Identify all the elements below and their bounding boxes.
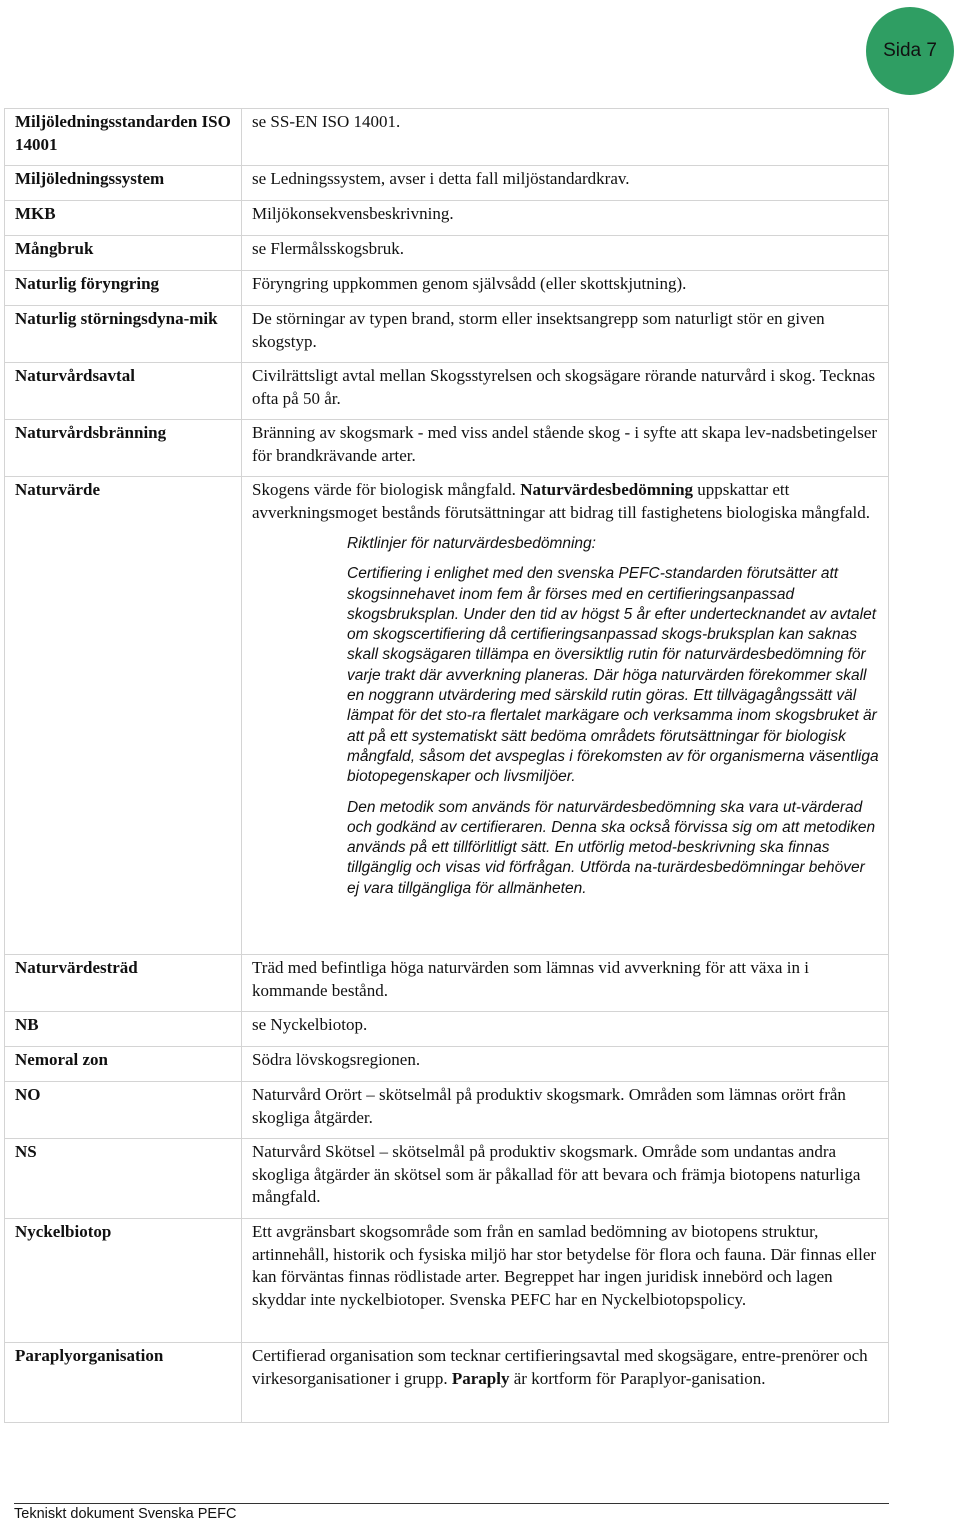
glossary-term: Mångbruk [5, 236, 242, 271]
quote-paragraph: Den metodik som används för naturvärdesbedömning ska vara ut-värderad och godkänd av certifieraren. Denna ska också förvissa sig om att metodiken används på ett tillförlitligt sätt. En utförlig metod-beskrivning ska finnas tillgänglig och visas vid förfrågan. Utförda na-turärdesbedömningar behöver ej vara tillgängliga för allmänheten. [347, 798, 876, 897]
definition-text: uppskattar ett avverkningsmoget bestånds förutsättningar att bidrag till fastighetens biologiska mångfald. [252, 480, 871, 522]
footer-divider [14, 1503, 889, 1504]
glossary-term: Naturlig störningsdyna-mik [5, 306, 242, 363]
glossary-definition: Civilrättsligt avtal mellan Skogsstyrelsen och skogsägare rörande naturvård i skog. Tecknas ofta på 50 år. [242, 363, 889, 420]
glossary-definition: De störningar av typen brand, storm eller insektsangrepp som naturligt stör en given skogstyp. [242, 306, 889, 363]
glossary-definition [242, 477, 889, 955]
glossary-term: Miljöledningsstandarden ISO 14001 [5, 109, 242, 166]
glossary-term: Nyckelbiotop [5, 1219, 242, 1343]
definition-bold-term: Paraply [451, 1368, 510, 1388]
glossary-definition: Ett avgränsbart skogsområde som från en samlad bedömning av biotopens struktur, artinnehåll, historik och fysiska miljö har stor betydelse för flora och fauna. Där finnas eller kan förväntas finnas rödlistade arter. Begreppet har ingen juridisk innebörd och lagen skyddar inte nyckelbiotoper. Svenska PEFC har en Nyckelbiotopspolicy. [242, 1219, 889, 1343]
glossary-term: Naturvårdsbränning [5, 420, 242, 477]
glossary-definition: se Nyckelbiotop. [242, 1012, 889, 1047]
glossary-row [5, 363, 889, 420]
definition-text: Certifierad organisation som tecknar certifieringsavtal med skogsägare, entre-prenörer och virkesorganisationer i grupp. [252, 1346, 868, 1388]
glossary-row [5, 1139, 889, 1219]
glossary-definition: se SS-EN ISO 14001. [242, 109, 889, 166]
glossary-row [5, 1047, 889, 1082]
glossary-definition: Naturvård Orört – skötselmål på produktiv skogsmark. Områden som lämnas orört från skogliga åtgärder. [242, 1082, 889, 1139]
glossary-row [5, 201, 889, 236]
glossary-definition: se Ledningssystem, avser i detta fall miljöstandardkrav. [242, 166, 889, 201]
glossary-definition: Miljökonsekvensbeskrivning. [242, 201, 889, 236]
definition-text: Skogens värde för biologisk mångfald. [252, 480, 516, 499]
glossary-term: MKB [5, 201, 242, 236]
definition-bold-term: Naturvärdesbedömning [520, 480, 694, 499]
page-number-badge: Sida 7 [866, 7, 954, 95]
glossary-row [5, 109, 889, 166]
glossary-definition [242, 1343, 889, 1423]
glossary-term: Miljöledningssystem [5, 166, 242, 201]
definition-text: är kortform för Paraplyor-ganisation. [513, 1368, 766, 1388]
quote-title: Riktlinjer för naturvärdesbedömning: [347, 535, 596, 552]
glossary-row [5, 1012, 889, 1047]
glossary-definition: Bränning av skogsmark - med viss andel stående skog - i syfte att skapa lev-nadsbetingelser för brandkrävande arter. [242, 420, 889, 477]
glossary-definition: se Flermålsskogsbruk. [242, 236, 889, 271]
glossary-row [5, 420, 889, 477]
glossary-term: NS [5, 1139, 242, 1219]
glossary-term: Naturvärde [5, 477, 242, 955]
glossary-term: NB [5, 1012, 242, 1047]
glossary-definition: Naturvård Skötsel – skötselmål på produktiv skogsmark. Område som undantas andra skogliga åtgärder än skötsel som är påkallad för att bevara och främja biotopens naturliga mångfald. [242, 1139, 889, 1219]
footer-document-title: Tekniskt dokument Svenska PEFC [14, 1506, 237, 1522]
glossary-row [5, 1082, 889, 1139]
glossary-definition: Träd med befintliga höga naturvärden som lämnas vid avverkning för att växa in i kommande bestånd. [242, 955, 889, 1012]
glossary-term: NO [5, 1082, 242, 1139]
glossary-row [5, 1219, 889, 1343]
glossary-row [5, 166, 889, 201]
glossary-row [5, 236, 889, 271]
glossary-row [5, 955, 889, 1012]
glossary-term: Naturlig föryngring [5, 271, 242, 306]
glossary-row [5, 271, 889, 306]
glossary-term: Naturvärdesträd [5, 955, 242, 1012]
glossary-table [4, 108, 889, 1423]
glossary-term: Naturvårdsavtal [5, 363, 242, 420]
glossary-row [5, 1343, 889, 1423]
quote-paragraph: Certifiering i enlighet med den svenska PEFC-standarden förutsätter att skogsinnehavet inom fem år förses med en certifieringsanpassad skogsbruksplan. Under den tid av högst 5 år efter undertecknandet av avtalet om skogscertifiering då certifieringsanpassad skogs-bruksplan kan saknas skall skogsägaren tillämpa en översiktlig rutin för naturvärdesbedömning för varje trakt där avverkning planeras. Där höga naturvärden förekommer skall en noggrann utvärdering med särskild rutin göras. Ett tillvägagångssätt väl lämpat för det sto-ra flertalet markägare och verksamma inom skogsbruket är att på ett systematiskt sätt bedöma områdets förutsättningar för biologisk mångfald, såsom det avspeglas i förekomsten av för organismerna väsentliga biotopegenskaper och livsmiljöer. [347, 565, 879, 786]
glossary-definition: Föryngring uppkommen genom självsådd (eller skottskjutning). [242, 271, 889, 306]
glossary-term: Nemoral zon [5, 1047, 242, 1082]
glossary-row [5, 477, 889, 955]
glossary-definition: Södra lövskogsregionen. [242, 1047, 889, 1082]
glossary-term: Paraplyorganisation [5, 1343, 242, 1423]
glossary-row [5, 306, 889, 363]
guideline-quote [347, 534, 880, 899]
